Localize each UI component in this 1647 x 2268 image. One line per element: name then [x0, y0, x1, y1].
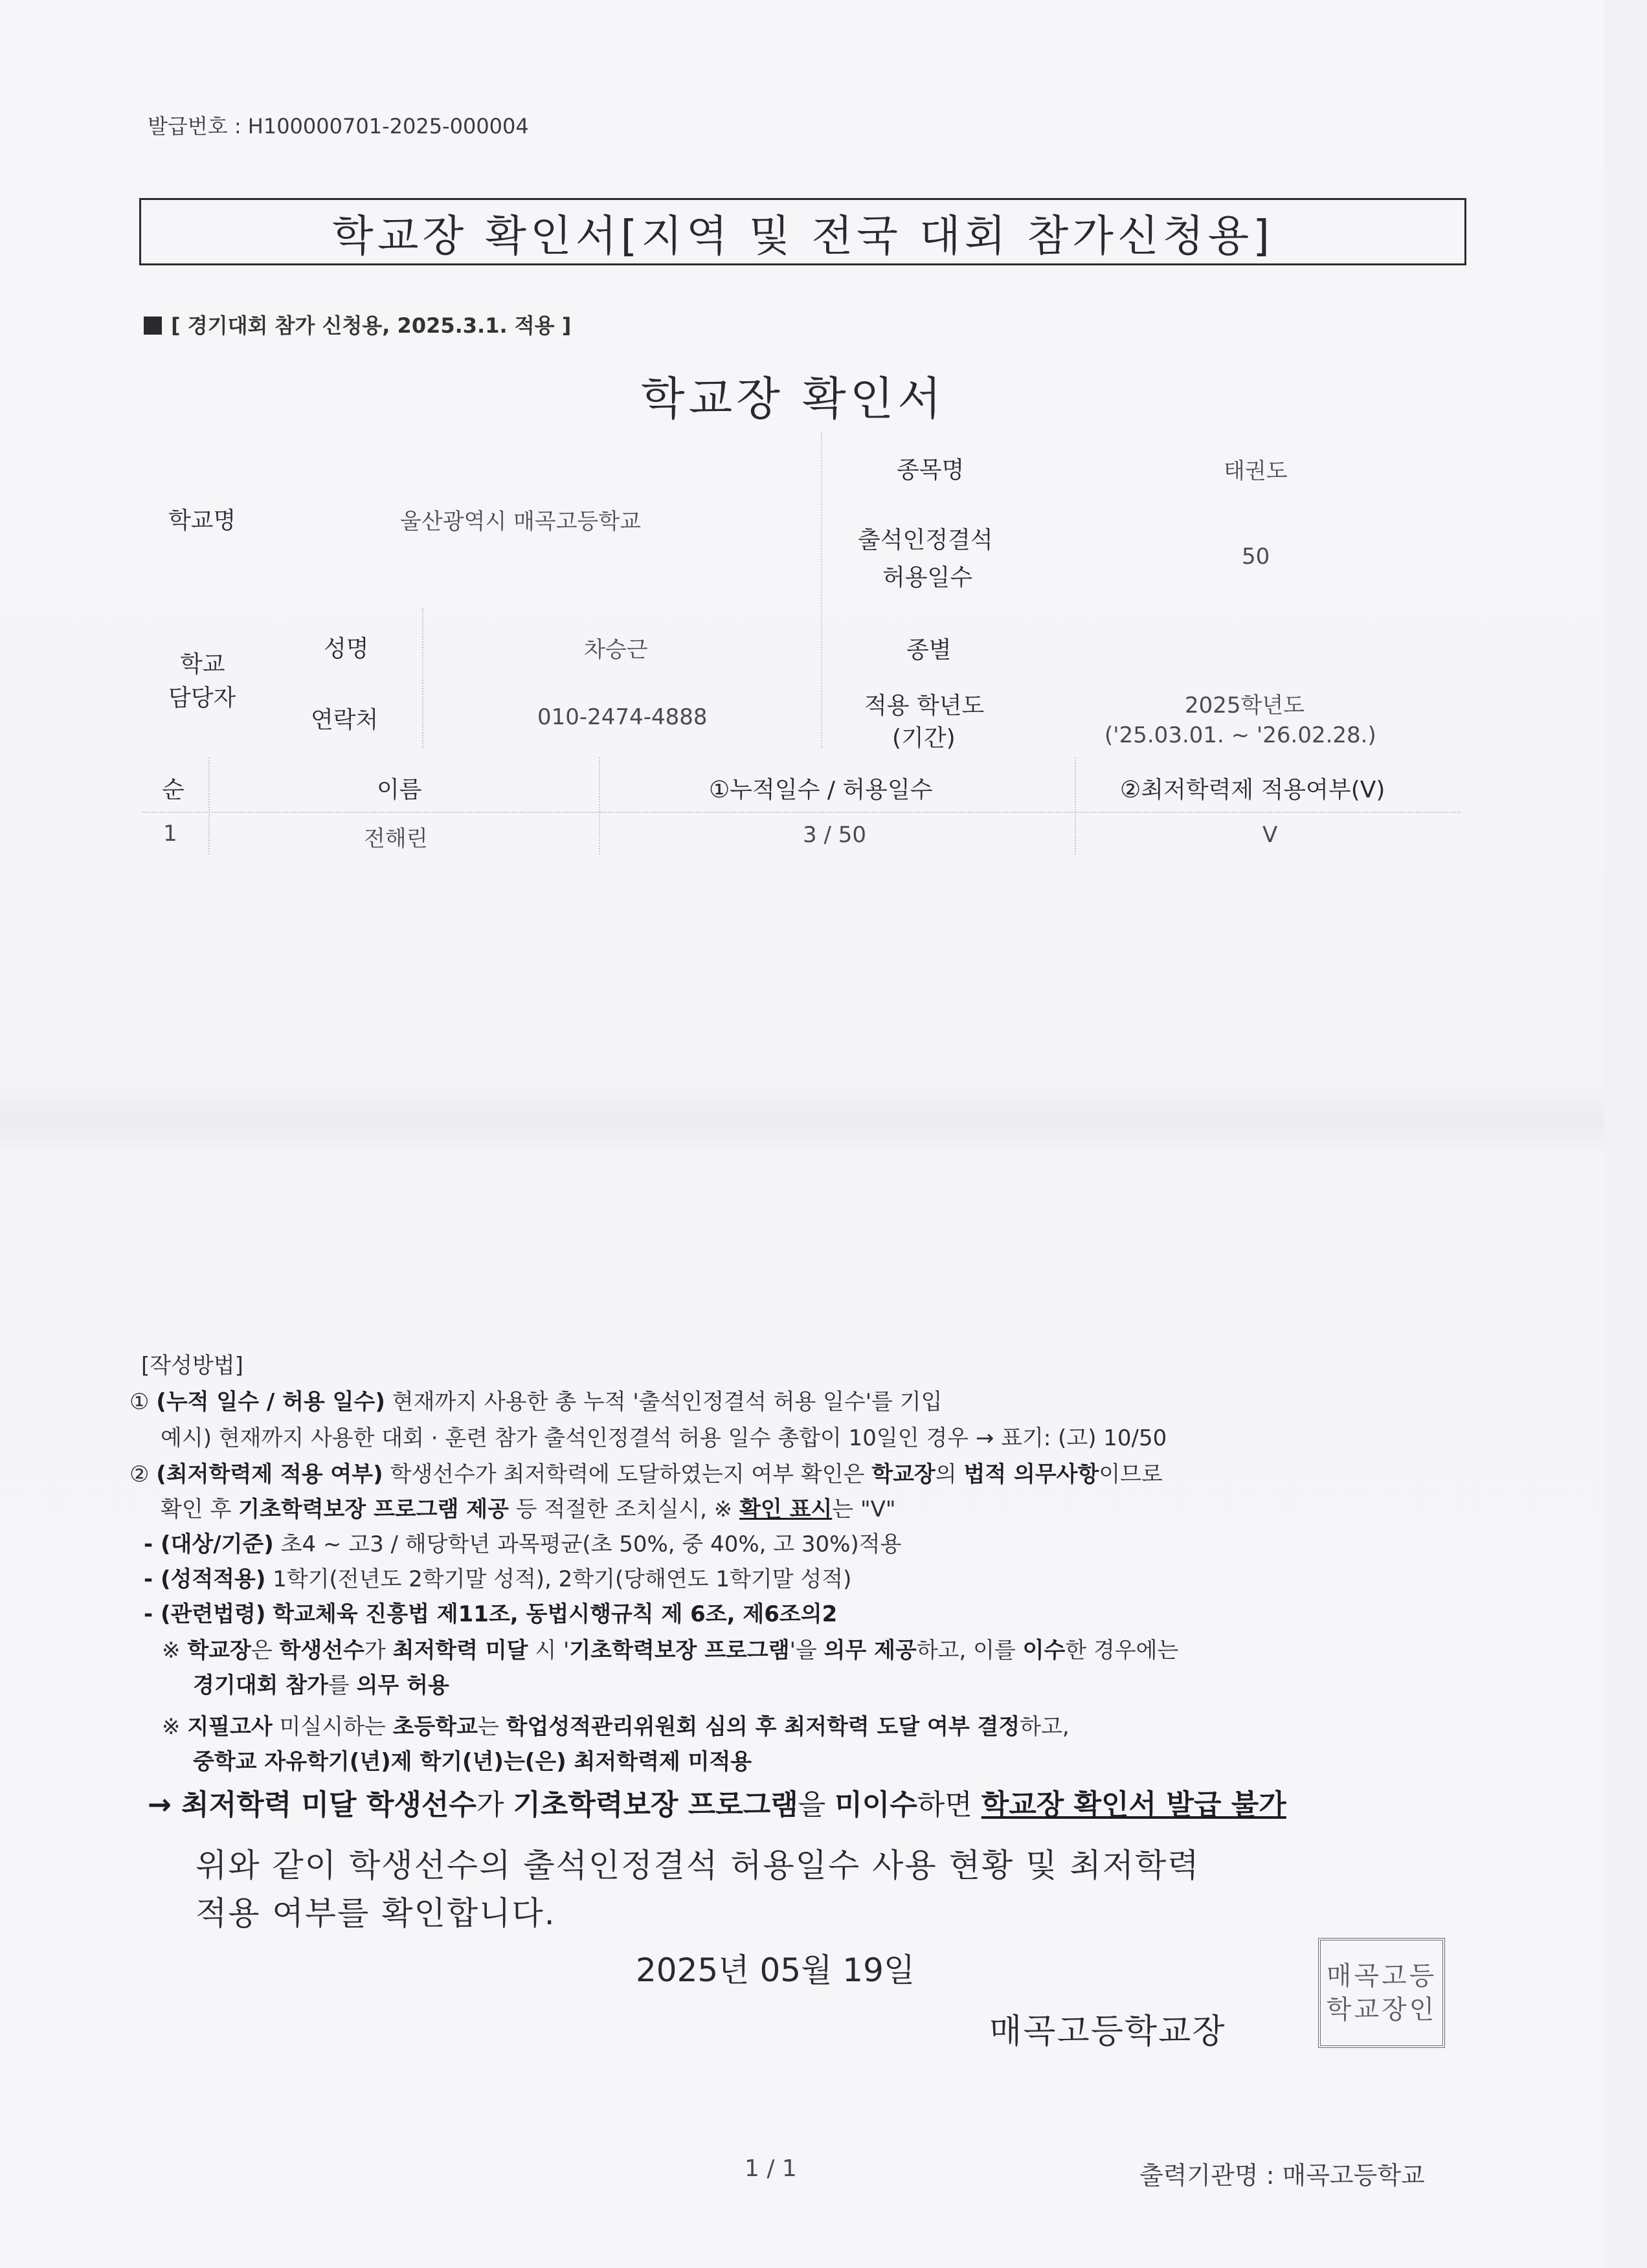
method-line-3-b: 학교장 — [871, 1462, 936, 1487]
method-line-9-a: 경기대회 참가 — [193, 1673, 328, 1698]
square-bullet-icon — [144, 317, 162, 335]
method-line-4-c: 등 적절한 조치실시, ※ — [515, 1496, 733, 1522]
method-line-8-c: 은 — [251, 1638, 273, 1663]
page-indicator: 1 / 1 — [745, 2155, 797, 2182]
method-line-5 — [144, 1526, 901, 1558]
method-line-12-a: → 최저학력 미달 학생선수 — [148, 1788, 476, 1821]
method-line-8 — [162, 1632, 1178, 1664]
manager-label-1: 학교 — [180, 651, 225, 678]
name-label: 성명 — [324, 636, 369, 662]
method-line-11 — [193, 1744, 752, 1775]
method-line-12-e: 미이수 — [835, 1788, 917, 1821]
category-label: 종별 — [906, 637, 952, 663]
seal-text-2: 학교장인 — [1326, 1995, 1437, 2025]
method-line-4-d: 확인 표시 — [739, 1496, 833, 1522]
method-line-3-bold: (최저학력제 적용 여부) — [156, 1462, 383, 1487]
method-line-1-rest: 현재까지 사용한 총 누적 '출석인정결석 허용 일수'를 기입 — [392, 1389, 943, 1415]
method-line-10-g: 학업성적관리위원회 심의 후 최저학력 도달 여부 결정 — [506, 1714, 1020, 1740]
info-divider-vertical-2 — [422, 608, 423, 748]
method-line-8-i: '을 — [789, 1638, 817, 1663]
name-value: 차승근 — [584, 637, 648, 663]
method-line-1-num: ① — [129, 1389, 150, 1415]
method-line-6 — [144, 1561, 851, 1593]
method-line-10-b: 지필고사 — [187, 1714, 273, 1740]
year-label-2: (기간) — [892, 725, 956, 751]
method-line-10-e: 초등학교 — [392, 1714, 478, 1740]
method-line-8-d: 학생선수 — [279, 1638, 364, 1663]
school-label: 학교명 — [168, 507, 236, 534]
application-note-text: [ 경기대회 참가 신청용, 2025.3.1. 적용 ] — [171, 313, 572, 338]
doc-title: 학교장 확인서 — [641, 372, 945, 425]
method-line-11-a: 중학교 자유학기(년)제 학기(년)는(은) 최저학력제 미적용 — [193, 1749, 752, 1775]
header-title: 학교장 확인서[지역 및 전국 대회 참가신청용] — [331, 210, 1273, 261]
method-line-4-e: 는 "V" — [832, 1496, 896, 1522]
event-value: 태권도 — [1224, 458, 1288, 484]
method-line-8-h: 기초학력보장 프로그램 — [569, 1638, 790, 1663]
method-line-1-bold: (누적 일수 / 허용 일수) — [156, 1389, 385, 1415]
method-line-5-rest: 초4 ~ 고3 / 해당학년 과목평균(초 50%, 중 40%, 고 30%)적용 — [280, 1531, 902, 1557]
method-line-7-bold: - (관련법령) — [144, 1601, 266, 1627]
year-label-1: 적용 학년도 — [864, 693, 985, 719]
method-line-12-g: 학교장 확인서 발급 불가 — [981, 1788, 1286, 1821]
table-row-no: 1 — [163, 821, 177, 847]
method-line-10-a: ※ — [162, 1714, 181, 1740]
method-line-8-j: 의무 제공 — [824, 1638, 917, 1663]
method-line-6-rest: 1학기(전년도 2학기말 성적), 2학기(당해연도 1학기말 성적) — [273, 1566, 852, 1592]
table-divider-vertical — [208, 757, 210, 854]
confirm-line-1: 위와 같이 학생선수의 출석인정결석 허용일수 사용 현황 및 최저학력 — [196, 1847, 1200, 1884]
table-header-days: ①누적일수 / 허용일수 — [709, 777, 933, 803]
table-divider-vertical — [599, 757, 600, 854]
year-value-1: 2025학년도 — [1185, 693, 1305, 718]
method-line-8-l: 이수 — [1022, 1638, 1066, 1663]
method-line-3-c: 의 — [935, 1462, 957, 1487]
manager-label-2: 담당자 — [168, 685, 236, 711]
issue-date: 2025년 05월 19일 — [636, 1951, 915, 1989]
method-line-1 — [129, 1384, 942, 1416]
method-line-8-b: 학교장 — [187, 1638, 251, 1663]
year-value-2: ('25.03.01. ~ '26.02.28.) — [1104, 722, 1376, 748]
method-line-8-a: ※ — [162, 1638, 181, 1663]
seal-text — [1327, 1959, 1437, 2027]
method-line-9 — [193, 1667, 449, 1699]
method-line-7 — [144, 1596, 837, 1628]
method-line-12-f: 하면 — [917, 1788, 972, 1821]
method-line-10-h: 하고, — [1020, 1714, 1070, 1740]
method-line-5-bold: - (대상/기준) — [144, 1531, 274, 1557]
allowed-days-label-2: 허용일수 — [882, 564, 973, 591]
table-header-divider — [142, 812, 1461, 813]
signer: 매곡고등학교장 — [989, 2012, 1226, 2051]
method-line-4-b: 기초학력보장 프로그램 제공 — [238, 1496, 509, 1522]
method-line-12-c: 기초학력보장 프로그램 — [513, 1788, 798, 1821]
method-line-6-bold: - (성적적용) — [144, 1566, 266, 1592]
confirm-line-2: 적용 여부를 확인합니다. — [196, 1895, 556, 1932]
info-divider-vertical — [821, 432, 822, 748]
table-header-min-academic: ②최저학력제 적용여부(V) — [1120, 777, 1385, 803]
method-line-12-b: 가 — [476, 1788, 504, 1821]
table-row-min-academic: V — [1262, 822, 1278, 848]
method-line-3-a: 학생선수가 최저학력에 도달하였는지 여부 확인은 — [390, 1462, 865, 1487]
method-line-9-b: 를 — [328, 1673, 350, 1698]
method-heading: [작성방법] — [141, 1353, 243, 1379]
method-line-3-num: ② — [129, 1462, 150, 1487]
output-org: 출력기관명 : 매곡고등학교 — [1139, 2161, 1425, 2190]
method-line-3-d: 법적 의무사항 — [963, 1462, 1099, 1487]
contact-value: 010-2474-4888 — [537, 704, 708, 730]
method-line-3 — [129, 1456, 1163, 1488]
allowed-days-value: 50 — [1242, 544, 1270, 570]
method-line-8-e: 가 — [364, 1638, 386, 1663]
issue-number: 발급번호 : H100000701-2025-000004 — [148, 114, 529, 139]
table-row-name: 전해린 — [364, 826, 428, 852]
method-line-12-d: 을 — [798, 1788, 826, 1821]
school-seal-stamp — [1318, 1938, 1445, 2048]
method-line-10-d: 하는 — [343, 1714, 386, 1740]
seal-text-1: 매곡고등 — [1326, 1961, 1437, 1991]
table-header-name: 이름 — [377, 777, 422, 803]
table-row-days: 3 / 50 — [803, 822, 866, 848]
method-line-8-f: 최저학력 미달 — [392, 1638, 528, 1663]
application-note — [144, 309, 571, 339]
school-value: 울산광역시 매곡고등학교 — [400, 509, 642, 535]
allowed-days-label-1: 출석인정결석 — [858, 527, 993, 553]
method-line-2: 예시) 현재까지 사용한 대회 · 훈련 참가 출석인정결석 허용 일수 총합이 10일인 경우 → 표기: (고) 10/50 — [161, 1425, 1167, 1451]
method-line-4-a: 확인 후 — [161, 1496, 232, 1522]
event-label: 종목명 — [897, 457, 965, 484]
method-line-7-rest: 학교체육 진흥법 제11조, 동법시행규칙 제 6조, 제6조의2 — [273, 1601, 838, 1627]
table-header-no: 순 — [162, 777, 185, 803]
method-line-8-m: 한 경우에는 — [1065, 1638, 1179, 1663]
method-line-10-c: 미실시 — [279, 1714, 344, 1740]
method-line-10 — [162, 1709, 1070, 1740]
method-line-10-f: 는 — [477, 1714, 499, 1740]
method-line-9-c: 의무 허용 — [356, 1673, 449, 1698]
method-line-8-g: 시 ' — [535, 1638, 570, 1663]
method-line-4 — [161, 1491, 896, 1523]
method-line-12 — [148, 1781, 1286, 1823]
method-line-8-k: 하고, 이를 — [916, 1638, 1016, 1663]
table-divider-vertical — [1075, 757, 1076, 854]
contact-label: 연락처 — [311, 707, 379, 733]
header-title-box — [139, 198, 1466, 265]
method-line-3-e: 이므로 — [1099, 1462, 1163, 1487]
